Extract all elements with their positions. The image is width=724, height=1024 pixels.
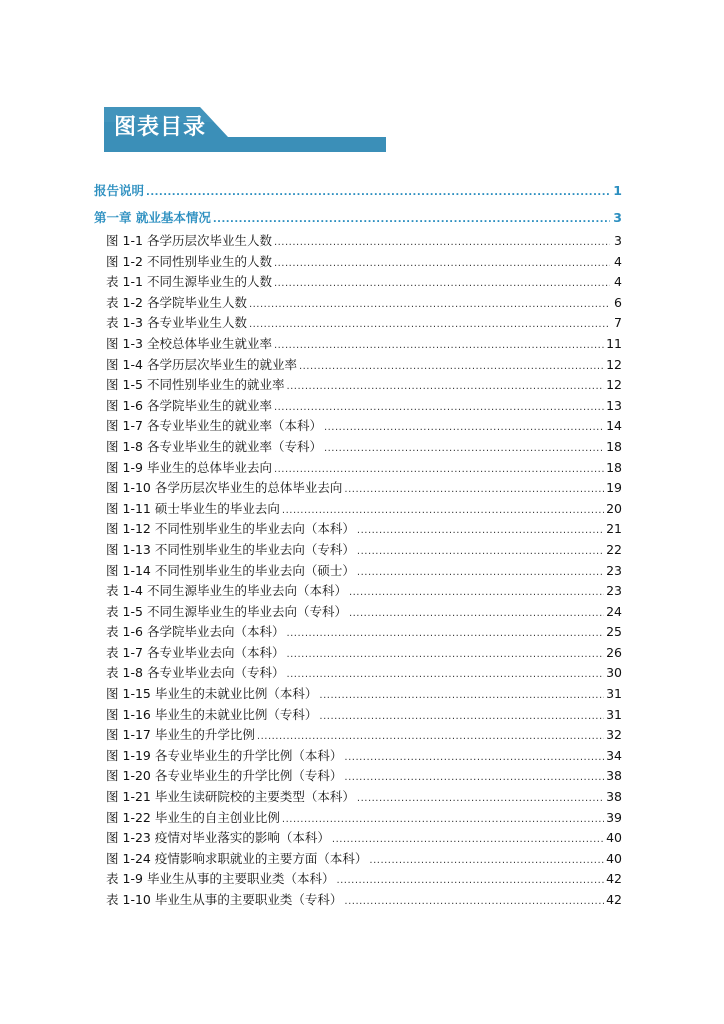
- page-number: 18: [606, 459, 622, 475]
- toc-figure-entry[interactable]: [94, 458, 622, 479]
- toc-figure-entry[interactable]: [94, 375, 622, 396]
- entry-number: 1-24: [122, 850, 151, 866]
- dot-leader: [357, 542, 604, 563]
- toc-figure-entry[interactable]: [94, 787, 622, 808]
- entry-number: 1-9: [122, 871, 143, 887]
- entry-type: 图: [106, 809, 119, 825]
- entry-title: 各学历层次毕业生人数: [146, 233, 272, 248]
- entry-number: 1-9: [122, 459, 143, 475]
- entry-number: 1-19: [122, 747, 151, 763]
- dot-leader: [213, 206, 610, 233]
- toc-figure-entry[interactable]: [94, 663, 622, 684]
- dot-leader: [274, 254, 610, 275]
- page-number: 30: [606, 665, 622, 681]
- dot-leader: [274, 460, 604, 481]
- entry-number: 1-13: [122, 541, 151, 557]
- entry-title: 不同生源毕业生的毕业去向（专科）: [146, 603, 347, 619]
- toc-figure-entry[interactable]: [94, 313, 622, 334]
- toc-figure-entry[interactable]: [94, 684, 622, 705]
- entry-title: 各专业毕业去向（本科）: [146, 644, 285, 660]
- toc-figure-entry-label: [106, 252, 272, 273]
- toc-figure-entry[interactable]: [94, 622, 622, 643]
- entry-title: 不同性别毕业生的人数: [146, 253, 272, 269]
- dot-leader: [257, 727, 604, 748]
- entry-type: 图: [106, 233, 119, 248]
- toc-figure-entry-label: [106, 766, 342, 787]
- entry-title: 毕业生从事的主要职业类（专科）: [154, 892, 343, 907]
- toc-figure-entry-label: [106, 890, 342, 911]
- entry-number: 1-15: [122, 686, 151, 702]
- dot-leader: [286, 377, 604, 398]
- page-number: 18: [606, 438, 622, 454]
- toc-figure-entry[interactable]: [94, 766, 622, 787]
- page-number: 12: [606, 377, 622, 393]
- entry-number: 1-1: [122, 274, 143, 290]
- toc-figure-entry-label: [106, 869, 334, 890]
- entry-type: 图: [106, 335, 119, 351]
- page-number: 32: [606, 727, 622, 743]
- toc-figure-entry-label: [106, 602, 347, 623]
- toc-figure-entry-label: [106, 581, 347, 602]
- entry-title: 各学院毕业生人数: [146, 294, 247, 310]
- dot-leader: [146, 179, 610, 206]
- dot-leader: [286, 624, 604, 645]
- page-number: 4: [614, 253, 622, 269]
- toc-figure-entry-label: [106, 272, 272, 293]
- page-number: 40: [606, 850, 622, 866]
- entry-type: 图: [106, 418, 119, 434]
- page-number: 20: [606, 500, 622, 516]
- dot-leader: [344, 480, 604, 501]
- section-title: 第一章 就业基本情况: [94, 210, 211, 225]
- dot-leader: [349, 604, 604, 625]
- toc-figure-entry[interactable]: [94, 725, 622, 746]
- entry-number: 1-5: [122, 603, 143, 619]
- page-number: 14: [606, 418, 622, 434]
- toc-figure-entry-label: [106, 313, 247, 334]
- dot-leader: [324, 418, 604, 439]
- section-title: 报告说明: [94, 183, 145, 198]
- entry-type: 表: [106, 665, 119, 681]
- entry-number: 1-11: [122, 500, 151, 516]
- entry-number: 1-4: [122, 356, 143, 372]
- entry-number: 1-8: [122, 438, 143, 454]
- toc-figure-entry[interactable]: [94, 561, 622, 582]
- page-number: 26: [606, 644, 622, 660]
- entry-title: 各学历层次毕业生的就业率: [146, 356, 297, 372]
- dot-leader: [282, 810, 604, 831]
- dot-leader: [344, 768, 604, 789]
- entry-type: 图: [106, 727, 119, 743]
- entry-type: 图: [106, 686, 119, 702]
- dot-leader: [249, 295, 610, 316]
- entry-title: 不同生源毕业生的毕业去向（本科）: [146, 583, 347, 599]
- page-number: 6: [614, 294, 622, 310]
- dot-leader: [369, 851, 604, 872]
- toc-figure-entry-label: [106, 828, 330, 849]
- entry-type: 图: [106, 830, 119, 846]
- page-number: 23: [606, 583, 622, 599]
- page-number: 31: [606, 706, 622, 722]
- toc-figure-entry[interactable]: [94, 705, 622, 726]
- entry-type: 表: [106, 583, 119, 599]
- entry-title: 各专业毕业生的升学比例（本科）: [154, 747, 343, 763]
- entry-type: 图: [106, 789, 119, 805]
- toc-figure-entry-label: [106, 375, 284, 396]
- toc-section-entry-label: [94, 177, 144, 204]
- page-number: 40: [606, 830, 622, 846]
- entry-number: 1-7: [122, 644, 143, 660]
- entry-number: 1-10: [122, 892, 151, 907]
- entry-title: 各专业毕业生人数: [146, 315, 247, 331]
- page-number: 25: [606, 624, 622, 640]
- page-number: 39: [606, 809, 622, 825]
- dot-leader: [274, 274, 610, 295]
- page-number: 19: [606, 480, 622, 496]
- toc-figure-entry[interactable]: [94, 828, 622, 849]
- toc-figure-entry-label: [106, 416, 322, 437]
- entry-number: 1-21: [122, 789, 151, 805]
- toc-figure-entry-label: [106, 684, 317, 705]
- entry-type: 图: [106, 253, 119, 269]
- entry-type: 图: [106, 562, 119, 578]
- toc-heading-banner: [104, 105, 386, 153]
- entry-type: 图: [106, 500, 119, 516]
- toc-figure-entry[interactable]: [94, 602, 622, 623]
- page-number: 22: [606, 541, 622, 557]
- toc-figure-entry[interactable]: [94, 849, 622, 870]
- entry-number: 1-7: [122, 418, 143, 434]
- entry-title: 各学院毕业去向（本科）: [146, 624, 285, 640]
- page-number: 42: [606, 871, 622, 887]
- toc-figure-entry[interactable]: [94, 334, 622, 355]
- toc-figure-entry-label: [106, 458, 272, 479]
- entry-type: 表: [106, 892, 119, 907]
- toc-figure-entry[interactable]: [94, 499, 622, 520]
- dot-leader: [357, 521, 604, 542]
- toc-figure-entry-label: [106, 437, 322, 458]
- page-number: 1: [613, 183, 622, 198]
- toc-figure-entry[interactable]: [94, 252, 622, 273]
- entry-title: 毕业生从事的主要职业类（本科）: [146, 871, 335, 887]
- toc-figure-entry-label: [106, 643, 284, 664]
- toc-figure-entry-label: [106, 808, 280, 829]
- entry-type: 图: [106, 541, 119, 557]
- entry-type: 表: [106, 871, 119, 887]
- entry-type: 图: [106, 706, 119, 722]
- entry-title: 硕士毕业生的毕业去向: [154, 500, 280, 516]
- entry-number: 1-22: [122, 809, 151, 825]
- entry-number: 1-3: [122, 315, 143, 331]
- entry-number: 1-10: [122, 480, 151, 496]
- entry-title: 疫情对毕业落实的影响（本科）: [154, 830, 330, 846]
- entry-number: 1-2: [122, 253, 143, 269]
- entry-type: 图: [106, 459, 119, 475]
- entry-number: 1-6: [122, 397, 143, 413]
- page-number: 23: [606, 562, 622, 578]
- page-number: 3: [613, 210, 622, 225]
- entry-number: 1-20: [122, 768, 151, 784]
- entry-number: 1-6: [122, 624, 143, 640]
- toc-figure-entry[interactable]: [94, 416, 622, 437]
- entry-title: 不同性别毕业生的毕业去向（硕士）: [154, 562, 355, 578]
- entry-title: 毕业生的未就业比例（本科）: [154, 686, 318, 702]
- dot-leader: [332, 830, 604, 851]
- entry-number: 1-4: [122, 583, 143, 599]
- entry-title: 各学院毕业生的就业率: [146, 397, 272, 413]
- dot-leader: [344, 892, 604, 913]
- dot-leader: [274, 233, 610, 254]
- entry-type: 图: [106, 438, 119, 454]
- page-number: 38: [606, 789, 622, 805]
- toc-figure-entry-label: [106, 663, 284, 684]
- entry-number: 1-12: [122, 521, 151, 537]
- dot-leader: [349, 583, 604, 604]
- page-number: 3: [614, 233, 622, 248]
- entry-title: 不同性别毕业生的毕业去向（专科）: [154, 541, 355, 557]
- toc-figure-entry[interactable]: [94, 869, 622, 890]
- entry-title: 各专业毕业去向（专科）: [146, 665, 285, 681]
- toc-figure-entry[interactable]: [94, 272, 622, 293]
- dot-leader: [357, 563, 604, 584]
- entry-title: 毕业生的未就业比例（专科）: [154, 706, 318, 722]
- entry-number: 1-5: [122, 377, 143, 393]
- toc-figure-entry-label: [106, 519, 355, 540]
- entry-type: 图: [106, 377, 119, 393]
- entry-title: 疫情影响求职就业的主要方面（本科）: [154, 850, 368, 866]
- toc-figure-entry-label: [106, 293, 247, 314]
- toc-figure-entry[interactable]: [94, 355, 622, 376]
- dot-leader: [274, 398, 604, 419]
- entry-title: 全校总体毕业生就业率: [146, 335, 272, 351]
- toc-figure-entry[interactable]: [94, 890, 622, 911]
- page-number: 12: [606, 356, 622, 372]
- entry-type: 表: [106, 294, 119, 310]
- entry-type: 表: [106, 315, 119, 331]
- toc-figure-entry-label: [106, 334, 272, 355]
- toc-figure-entry-label: [106, 396, 272, 417]
- dot-leader: [286, 665, 604, 686]
- page-title: 图表目录: [114, 115, 207, 140]
- entry-number: 1-8: [122, 665, 143, 681]
- dot-leader: [336, 871, 604, 892]
- dot-leader: [286, 645, 604, 666]
- toc-figure-entry[interactable]: [94, 643, 622, 664]
- entry-number: 1-1: [122, 233, 143, 248]
- toc-section-entry[interactable]: [94, 177, 622, 204]
- entry-title: 不同性别毕业生的毕业去向（本科）: [154, 521, 355, 537]
- toc-figure-entry-label: [106, 355, 297, 376]
- toc-figure-entry-label: [106, 787, 355, 808]
- page-number: 42: [606, 892, 622, 907]
- toc-figure-entry[interactable]: [94, 437, 622, 458]
- entry-type: 图: [106, 850, 119, 866]
- entry-type: 图: [106, 356, 119, 372]
- toc-section-entry-label: [94, 204, 211, 231]
- entry-title: 毕业生的自主创业比例: [154, 809, 280, 825]
- entry-type: 表: [106, 644, 119, 660]
- toc-figure-entry-label: [106, 478, 342, 499]
- toc-figure-entry[interactable]: [94, 293, 622, 314]
- page-number: 24: [606, 603, 622, 619]
- toc-figure-entry-label: [106, 540, 355, 561]
- entry-number: 1-3: [122, 335, 143, 351]
- toc-figure-entry-label: [106, 561, 355, 582]
- entry-title: 不同生源毕业生的人数: [146, 274, 272, 290]
- table-of-figures: [94, 177, 622, 911]
- toc-figure-entry-label: [106, 499, 280, 520]
- dot-leader: [344, 748, 604, 769]
- toc-section-entry[interactable]: [94, 204, 622, 231]
- dot-leader: [357, 789, 604, 810]
- toc-figure-entry[interactable]: [94, 396, 622, 417]
- entry-number: 1-2: [122, 294, 143, 310]
- entry-title: 各专业毕业生的就业率（本科）: [146, 418, 322, 434]
- dot-leader: [319, 707, 604, 728]
- entry-type: 图: [106, 768, 119, 784]
- entry-type: 表: [106, 603, 119, 619]
- toc-figure-entry-label: [106, 849, 367, 870]
- toc-figure-entry[interactable]: [94, 746, 622, 767]
- page-number: 31: [606, 686, 622, 702]
- entry-type: 图: [106, 480, 119, 496]
- entry-title: 各学历层次毕业生的总体毕业去向: [154, 480, 343, 496]
- toc-figure-entry-label: [106, 746, 342, 767]
- page-number: 13: [606, 397, 622, 413]
- entry-type: 表: [106, 274, 119, 290]
- toc-figure-entry-label: [106, 231, 272, 252]
- entry-title: 各专业毕业生的就业率（专科）: [146, 438, 322, 454]
- page-number: 4: [614, 274, 622, 290]
- toc-figure-entry-label: [106, 705, 317, 726]
- entry-type: 图: [106, 747, 119, 763]
- entry-type: 图: [106, 397, 119, 413]
- entry-type: 表: [106, 624, 119, 640]
- entry-title: 毕业生读研院校的主要类型（本科）: [154, 789, 355, 805]
- toc-figure-entry-label: [106, 725, 255, 746]
- page-number: 38: [606, 768, 622, 784]
- toc-figure-entry[interactable]: [94, 540, 622, 561]
- toc-figure-entry[interactable]: [94, 231, 622, 252]
- toc-figure-entry[interactable]: [94, 808, 622, 829]
- dot-leader: [324, 439, 604, 460]
- entry-number: 1-14: [122, 562, 151, 578]
- page-number: 34: [606, 747, 622, 763]
- dot-leader: [299, 357, 604, 378]
- dot-leader: [319, 686, 604, 707]
- entry-title: 毕业生的升学比例: [154, 727, 255, 743]
- page-number: 11: [606, 335, 622, 351]
- entry-title: 各专业毕业生的升学比例（专科）: [154, 768, 343, 784]
- page-number: 7: [614, 315, 622, 331]
- entry-number: 1-17: [122, 727, 151, 743]
- entry-title: 不同性别毕业生的就业率: [146, 377, 285, 393]
- toc-figure-entry[interactable]: [94, 581, 622, 602]
- page-number: 21: [606, 521, 622, 537]
- dot-leader: [282, 501, 604, 522]
- entry-number: 1-16: [122, 706, 151, 722]
- dot-leader: [249, 315, 610, 336]
- dot-leader: [274, 336, 604, 357]
- entry-title: 毕业生的总体毕业去向: [146, 459, 272, 475]
- toc-figure-entry[interactable]: [94, 478, 622, 499]
- toc-figure-entry-label: [106, 622, 284, 643]
- entry-type: 图: [106, 521, 119, 537]
- toc-figure-entry[interactable]: [94, 519, 622, 540]
- entry-number: 1-23: [122, 830, 151, 846]
